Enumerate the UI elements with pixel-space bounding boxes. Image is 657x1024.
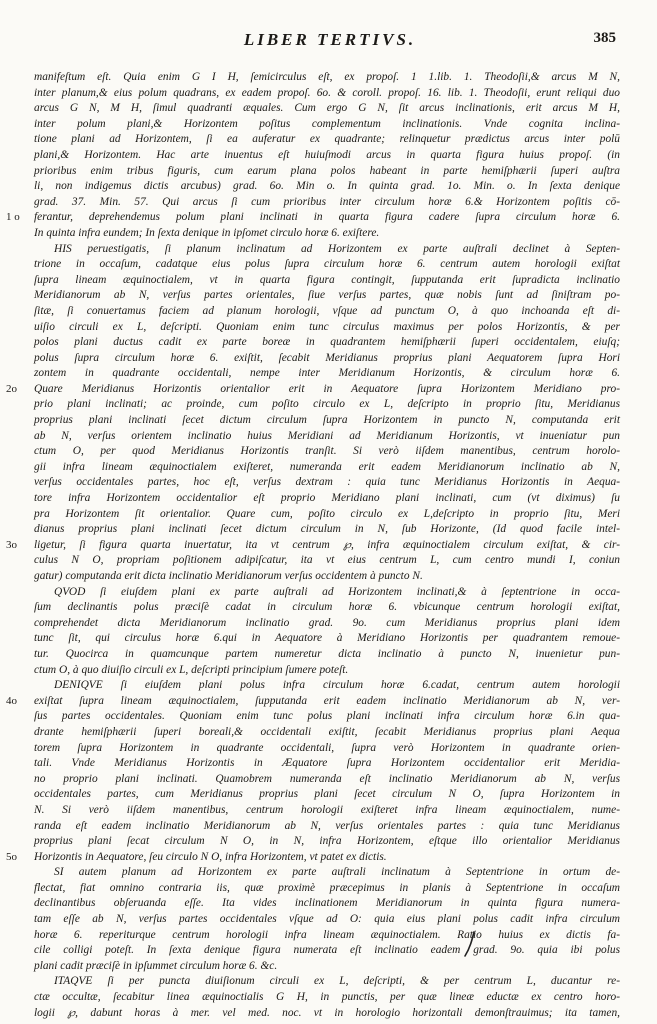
text-line-content: plani cadit præciſè in ipſummet circulum horæ 6. &c. (34, 959, 278, 972)
text-line-content: gatur) computanda erit dicta inclinatio Meridianorum verſus occidentem à puncto N. (34, 570, 423, 582)
text-line (34, 460, 620, 476)
text-line-content: ſum declinantis polus præciſè cadat in circulum horæ 6. vbicunque centrum horologii exiſtat, (34, 601, 620, 614)
text-line-content: manifeſtum eſt. Quia enim G I H, ſemicirculus eſt, ex propoſ. 1 1.lib. 1. Theodoſii,& arcus M N, (34, 71, 620, 83)
text-line-content: li, non indigemus dictis arcubus) grad. 6o. Min o. In quinta grad. 1o. Min. o. In ſexta denique (34, 180, 620, 193)
text-line-content: tione plani ad Horizontem, ſi ea auferatur ex quadrante; relinquetur prædictus arcus inter polū (34, 133, 620, 146)
text-line (34, 397, 620, 413)
text-line-content: drante hemiſphærii ſuperi boreali,& occidentali exiſtit, ſecabit Meridianus proprius plani Aequa (34, 725, 620, 738)
text-line-content: inter planum,& eius polum quadrans, ex eadem propoſ. 6o. & coroll. propoſ. 16. lib. 1. Theodoſii, erunt reliqui duo (34, 86, 620, 99)
text-line (34, 756, 620, 772)
text-line-content: comprehendet dicta Meridianorum inclinatio grad. 9o. cum Meridianus proprius plani idem (34, 616, 620, 629)
text-line (34, 70, 620, 86)
text-line (34, 179, 620, 195)
margin-line-number: 4o (6, 694, 17, 707)
pen-stroke-mark (462, 930, 478, 958)
text-line (34, 507, 620, 523)
text-line (6, 538, 620, 554)
text-line (34, 522, 620, 538)
text-line (34, 226, 620, 242)
text-line (34, 819, 620, 835)
text-line (34, 242, 620, 258)
margin-line-number: 1 o (6, 211, 20, 224)
text-line-content: arcus G N, M H, ſimul quadranti æquales. Cum ergo G N, ſit arcus inclinationis, erit arcus M H, (34, 102, 620, 115)
text-line-content: grad. 37. Min. 57. Qui arcus ſi cum prioribus inter circulum horæ 6.& Horizontem poſitis cō- (34, 195, 620, 208)
text-line-content: proprius plani inclinati ſecet dictum circulum ſupra Horizontem in puncto N, computanda erit (34, 414, 620, 427)
text-line-content: exiſtat ſupra lineam æquinoctialem, ſupputanda erit eadem inclinatio Meridianorum ab N, ver- (34, 694, 620, 707)
text-line (34, 600, 620, 616)
text-line-content: culus N O, propriam poſitionem adipiſcatur, ita vt eius centrum L, cum centro mundi I, coniun (34, 554, 620, 567)
text-line-content: torem ſupra Horizontem in quadrante occidentali, ſupra verò Horizontem in quadrante orien- (34, 741, 620, 754)
text-line-content: Horizontis in Aequatore, ſeu circulo N O, infra Horizontem, vt patet ex dictis. (34, 850, 387, 863)
text-line-content: randa eſt eadem inclinatio Meridianorum ab N, verſus orientales partes : quia tunc Meridianus (34, 819, 620, 832)
text-line (34, 787, 620, 803)
text-line-content: DENIQVE ſi eiuſdem plani polus infra circulum horæ 6.cadat, centrum autem horologii (54, 679, 620, 692)
text-line (34, 725, 620, 741)
text-line-content: uiſio circuli ex L, deſcripti. Quoniam enim tunc circulus maximus per polos Horizontis, & per (34, 320, 620, 333)
text-line (34, 678, 620, 694)
margin-line-number: 3o (6, 538, 17, 551)
text-line (34, 881, 620, 897)
text-line (6, 694, 620, 710)
text-line-content: HIS peruestigatis, ſi planum inclinatum ad Horizontem ex parte auſtrali declinet à Septen- (54, 242, 620, 255)
text-line (34, 1006, 620, 1022)
text-line-content: ctum O, per quod Meridianus Horizontis tranſit. Si verò iiſdem manentibus, centrum horolo- (34, 445, 620, 458)
text-line (34, 709, 620, 725)
text-line (34, 553, 620, 569)
text-line-content: trione in occaſum, cadatque eius polus ſupra circulum horæ 6. centrum autem horologii exiſtat (34, 258, 620, 271)
text-line-content: tur. Quocirca in quamcunque partem numeretur dicta inclinatio à puncto N, inuenietur pun- (34, 647, 620, 660)
text-line-content: proprius plani ſecat circulum N O, in N, infra Horizontem, eſtque illo orientalior Meridianus (34, 835, 620, 848)
text-line (34, 585, 620, 601)
text-line (34, 803, 620, 819)
text-line-content: Quare Meridianus Horizontis orientalior erit in Aequatore ſupra Horizontem Meridiano pro- (34, 382, 620, 395)
text-line (34, 959, 620, 975)
text-line (34, 335, 620, 351)
text-line (34, 366, 620, 382)
text-line (34, 928, 620, 944)
text-line-content: tunc ſit, qui circulus horæ 6.qui in Aequatore à Meridiano Horizontis per quadrantem remoue- (34, 632, 620, 645)
text-line-content: dianus proprius plani inclinati ſecet dictum circulum in N, ſub Horizonte, (Id quod facile intel- (34, 523, 620, 536)
text-line-content: ctæ occultæ, ſecabitur linea æquinoctialis G H, in punctis, per quæ lineæ eductæ ex centro horo- (34, 991, 620, 1004)
text-line-content: flectat, fiat omnino contraria iis, quæ proximè præcepimus in planis à Septentrione in occaſum (34, 881, 620, 894)
text-line-content: polos plani ductus cadit ex parte boreæ in quadrantem hemiſphærii ſuperi occidentalem, eiuſq; (34, 336, 620, 349)
text-line-content: prio plani inclinati; ac proinde, cum poſito circulo ex L, deſcripto in proprio ſitu, Meridianus (34, 398, 620, 411)
text-line-content: horæ 6. reperiturque centrum horologii infra lineam æquinoctialem. Ratio huius ex dictis fa- (34, 928, 620, 941)
text-line (34, 288, 620, 304)
text-line (34, 896, 620, 912)
text-line-content: N. Si verò iiſdem manentibus, centrum horologii exiſteret infra lineam æquinoctialem, nume- (34, 803, 620, 816)
text-line (34, 491, 620, 507)
text-line (34, 132, 620, 148)
margin-line-number: 5o (6, 850, 17, 863)
text-line (34, 974, 620, 990)
text-line-content: ferantur, deprehendemus polum plani inclinati in quarta figura cadere ſupra circulum horæ 6. (34, 211, 620, 224)
text-line-content: verſus occidentales partes, hoc eſt, verſus dextram : quia tunc Meridianus Horizontis in Aequa- (34, 476, 620, 489)
margin-line-number: 2o (6, 382, 17, 395)
text-line (34, 148, 620, 164)
text-line-content: ſitæ, ſi conuertamus faciem ad planum horologii, vſque ad punctum O, à quo inchoanda eſt di- (34, 304, 620, 317)
text-line-content: logii ℘, dabunt horas à mer. vel med. noc. vt in horologio horizontali demonſtrauimus; ita tamen, (34, 1006, 620, 1019)
text-line-content: ctum O, à quo diuiſio circuli ex L, deſcripti principium ſumere poteſt. (34, 663, 349, 676)
text-line (34, 117, 620, 133)
text-line-content: inter polum plani,& Horizontem poſitus complementum inclinationis. Vnde cognita inclina- (34, 117, 620, 130)
text-line-content: ab N, verſus orientem inclinatio huius Meridiani ad Meridianum Horizontis, vt inueniatur pun (34, 429, 620, 442)
text-line (34, 631, 620, 647)
text-line (34, 616, 620, 632)
text-line (6, 850, 620, 866)
text-line (34, 990, 620, 1006)
text-line-content: zontem in quadrante occidentali, nempe inter Meridianum Horizontis, & circulum horæ 6. (34, 367, 620, 380)
text-line (34, 663, 620, 679)
text-line-content: no proprio plani inclinati. Quamobrem numeranda eſt inclinatio Meridianorum ab N, verſus (34, 772, 620, 785)
text-line-content: ſus partes occidentales. Quoniam enim tunc polus plani inclinati infra circulum horæ 6.in qua- (34, 710, 620, 723)
text-line (34, 304, 620, 320)
text-line-content: prioribus enim tribus figuris, cum earum plana polos habeant in parte hemiſphærii ſuperi auſtra (34, 164, 620, 177)
text-line (34, 320, 620, 336)
running-title: LIBER TERTIVS. (243, 30, 417, 49)
text-line-content: occidentales partes, cum Meridianus proprius plani ſecet circulum N O, ſupra Horizontem in (34, 788, 620, 801)
text-line-content: plani,& Horizontem. Hac arte inuentus eſt huiuſmodi arcus in quarta figura huius propoſ. (in (34, 148, 620, 161)
text-line-content: In quinta infra eundem; In ſexta denique in ipſomet circulo horæ 6. exiſtere. (34, 226, 380, 239)
text-line-content: tam eſſe ab N, verſus partes occidentales vſque ad O: quia eius plani polus cadit infra circulum (34, 913, 620, 926)
text-line-content: ITAQVE ſi per puncta diuiſionum circuli ex L, deſcripti, & per centrum L, ducantur re- (54, 975, 620, 988)
page-number: 385 (593, 30, 616, 46)
text-line (34, 912, 620, 928)
text-line (34, 475, 620, 491)
text-line-content: gii infra lineam æquinoctialem exiſteret, numeranda erit eadem Meridianorum inclinatio ab N, (34, 460, 620, 473)
text-line (34, 86, 620, 102)
text-line (6, 210, 620, 226)
text-line-content: polus ſupra circulum horæ 6. exiſtit, ſecabit Meridianus proprius plani Aequatorem ſupra Hori (34, 351, 620, 364)
text-line (34, 943, 620, 959)
text-line (34, 101, 620, 117)
text-line-content: Meridianorum ab N, verſus partes orientales, ſiue verſus partes, quæ nobis ſunt ad ſiniſtram po- (34, 289, 620, 302)
text-line-content: QVOD ſi eiuſdem plani ex parte auſtrali ad Horizontem inclinati,& à ſeptentrione in occa- (54, 585, 620, 598)
page-header (40, 30, 620, 52)
text-line (34, 569, 620, 585)
text-line (34, 195, 620, 211)
text-line (34, 273, 620, 289)
text-line-content: cile colligi poteſt. In ſexta denique figura numerata eſt inclinatio eadem grad. 9o. quia ibi polus (34, 944, 620, 957)
text-line-content: ligetur, ſi figura quarta inuertatur, ita vt centrum ℘, infra æquinoctialem circulum exiſtat, & cir- (34, 538, 620, 551)
text-line (34, 772, 620, 788)
text-line (34, 741, 620, 757)
text-line-content: pra Horizontem ſit orientalior. Quare cum, poſito circulo ex L,deſcripto in proprio ſitu, Meri (34, 507, 620, 520)
text-line-content: declinantibus obſeruanda eſſe. Ita vides inclinationem Meridianorum in quinta figura numera- (34, 897, 620, 910)
text-line (34, 413, 620, 429)
body-text (6, 70, 620, 1021)
text-line (34, 429, 620, 445)
text-line-content: tore infra Horizontem occidentalior eſt proprio Meridiano plani inclinati, cum (vt diximus) ſu (34, 492, 620, 505)
text-line-content: tali. Vnde Meridianus Horizontis in Æquatore ſupra Horizontem occidentalior erit Meridia- (34, 757, 620, 770)
text-line-content: ſupra lineam æquinoctialem, vt in quarta figura contingit, ſupputanda erit ſupradicta inclinatio (34, 273, 620, 286)
text-line (6, 382, 620, 398)
text-line (34, 834, 620, 850)
text-line (34, 647, 620, 663)
text-line (34, 164, 620, 180)
text-line (34, 257, 620, 273)
text-line-content: SI autem planum ad Horizontem ex parte auſtrali inclinatum à Septentrione in ortum de- (54, 866, 620, 879)
text-line (34, 865, 620, 881)
text-line (34, 351, 620, 367)
text-line (34, 444, 620, 460)
